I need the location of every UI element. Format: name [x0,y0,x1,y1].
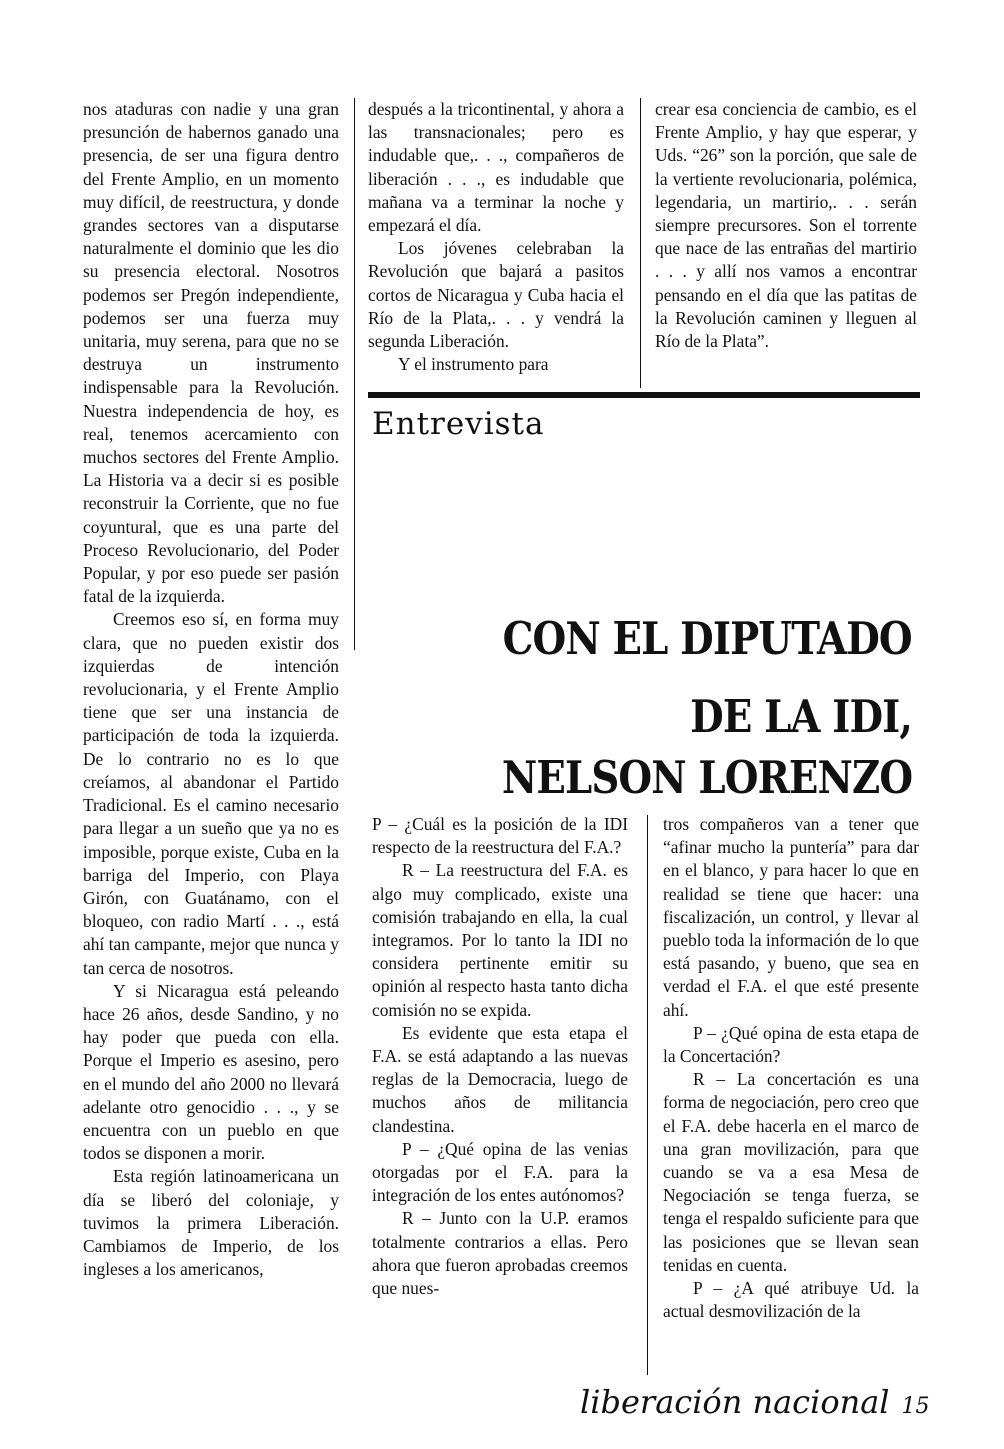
interview-left-paragraph-1: P – ¿Cuál es la posición de la IDI respecto de la reestructura del F.A.? [372,814,628,858]
interview-right-paragraph-1: tros compañeros van a tener que “afinar mucho la puntería” para dar en el blanco, y para hacer lo que en realidad se tiene que hacer: una fiscalización, un control, y llevar al pueblo toda la información de lo que está pasando, y bueno, que sea en verdad el F.A. el que esté presente ahí. [663,814,919,1020]
headline-line-2: DE LA IDI, [690,690,912,743]
left-paragraph-2: Creemos eso sí, en forma muy clara, que no pueden existir dos izquierdas de intención revolucionaria, y el Frente Amplio tiene que ser una instancia de participación de toda la izquierda. De lo contrario no es lo que creíamos, al abandonar el Partido Tradicional. Es el camino necesario para llegar a un sueño que ya no es imposible, porque existe, Cuba en la barriga del Imperio, con Playa Girón, con Guatánamo, con el bloqueo, con radio Martí . . ., está ahí tan campante, mejor que nunca y tan cerca de nosotros. [83,609,339,978]
page-footer [580,1383,930,1421]
interview-left-paragraph-4: P – ¿Qué opina de las venias otorgadas por el F.A. para la integración de los entes autónomos? [372,1138,628,1206]
publication-logo: liberación nacional [580,1383,890,1421]
headline-line-1: CON EL DIPUTADO [502,612,912,665]
interview-left-paragraph-2: R – La reestructura del F.A. es algo muy complicado, existe una comisión trabajando en ella, la cual integramos. Por lo tanto la IDI no considera pertinente emitir su opinión al respecto hasta tanto dicha comisión no se expida. [372,860,628,1020]
right-top-column [655,98,917,353]
column-divider-left [354,98,355,650]
headline-line-3: NELSON LORENZO [501,751,912,804]
column-divider-top [640,98,641,388]
left-paragraph-3: Y si Nicaragua está peleando hace 26 años, desde Sandino, y no hay poder que pueda con ella. Porque el Imperio es asesino, pero en el mundo del año 2000 no llevará adelante otro genocidio . . ., y se encuentra con un pueblo en que todos se disponen a morir. [83,980,339,1164]
middle-paragraph-1: después a la tricontinental, y ahora a las transnacionales; pero es indudable que,. . ., compañeros de liberación . . ., es indudable que mañana va a terminar la noche y empezará el día. [368,99,624,236]
left-column [83,98,339,1281]
interview-right-column [663,813,919,1323]
interview-left-paragraph-3: Es evidente que esta etapa el F.A. se está adaptando a las nuevas reglas de la Democracia, luego de muchos años de militancia clandestina. [372,1022,628,1136]
middle-top-column [368,98,624,376]
interview-right-paragraph-3: R – La concertación es una forma de negociación, pero creo que el F.A. debe hacerla en el marco de una gran movilización, para que cuando se va a esa Mesa de Negociación se tenga fuerza, se tenga el respaldo suficiente para que las posiciones que se llevan sean tenidas en cuenta. [663,1069,919,1275]
interview-left-column [372,813,628,1300]
middle-paragraph-2: Los jóvenes celebraban la Revolución que bajará a pasitos cortos de Nicaragua y Cuba hacia el Río de la Plata,. . . y vendrá la segunda Liberación. [368,238,624,352]
middle-paragraph-3: Y el instrumento para [398,354,549,375]
left-paragraph-1: nos ataduras con nadie y una gran presunción de habernos ganado una presencia, de ser una figura dentro del Frente Amplio, en un momento muy difícil, de reestructura, y donde grandes sectores van a disputarse naturalmente el dominio que les dio su presencia electoral. Nosotros podemos ser Pregón independiente, podemos ser una fuerza muy unitaria, muy serena, para que no se destruya un instrumento indispensable para la Revolución. Nuestra independencia de hoy, es real, tenemos acercamiento con muchos sectores del Frente Amplio. La Historia va a decir si es posible reconstruir la Corriente, que no fue coyuntural, que es una parte del Proceso Revolucionario, del Poder Popular, y por eso puede ser pasión fatal de la izquierda. [83,99,339,607]
interview-left-paragraph-5: R – Junto con la U.P. eramos totalmente contrarios a ellas. Pero ahora que fueron aprobadas creemos que nues- [372,1208,628,1299]
right-paragraph-1: crear esa conciencia de cambio, es el Frente Amplio, y hay que esperar, y Uds. “26” son la porción, que sale de la vertiente revolucionaria, polémica, legendaria, un martirio,. . . serán siempre precursores. Son el torrente que nace de las entrañas del martirio . . . y allí nos vamos a encontrar pensando en el día que las patitas de la Revolución caminen y lleguen al Río de la Plata”. [655,99,917,352]
left-paragraph-4: Esta región latinoamericana un día se liberó del coloniaje, y tuvimos la primera Liberación. Cambiamos de Imperio, de los ingleses a los americanos, [83,1166,339,1280]
interview-right-paragraph-4: P – ¿A qué atribuye Ud. la actual desmovilización de la [663,1278,919,1322]
page-number: 15 [901,1394,930,1419]
section-title: Entrevista [372,406,545,442]
section-rule [368,392,920,398]
column-divider-bottom [647,815,648,1375]
interview-right-paragraph-2: P – ¿Qué opina de esta etapa de la Concertación? [663,1022,919,1067]
